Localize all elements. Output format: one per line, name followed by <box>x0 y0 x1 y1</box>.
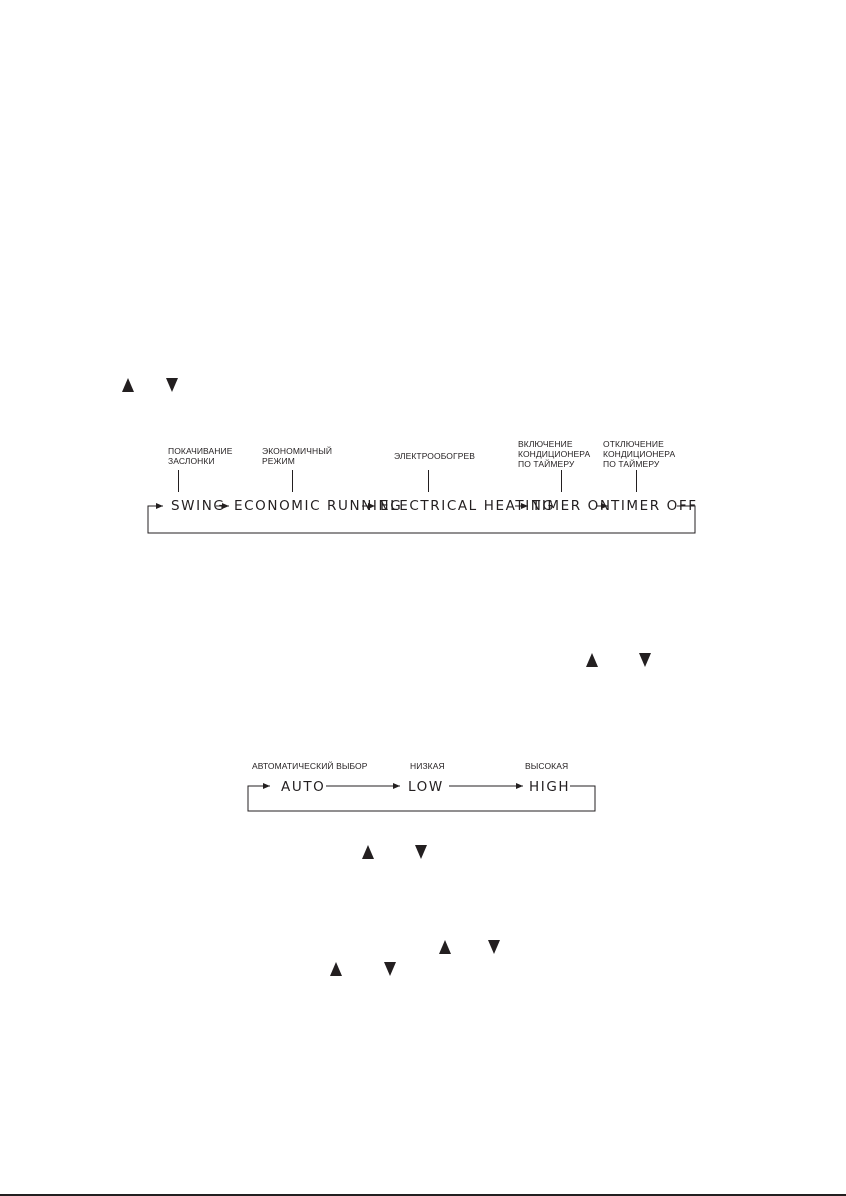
label-timer-off: TIMER OFF <box>611 498 698 514</box>
label-electrical-heating: ELECTRICAL HEATING <box>380 498 555 514</box>
caption-low: НИЗКАЯ <box>410 761 445 771</box>
label-low: LOW <box>408 779 444 795</box>
label-timer-on: TIMER ON <box>532 498 612 514</box>
caption-timer-on: ВКЛЮЧЕНИЕ КОНДИЦИОНЕРА ПО ТАЙМЕРУ <box>518 439 591 469</box>
up-triangle-icon <box>362 845 374 859</box>
down-triangle-icon <box>415 845 427 859</box>
label-auto: AUTO <box>281 779 326 795</box>
up-triangle-icon <box>330 962 342 976</box>
down-triangle-icon <box>384 962 396 976</box>
label-swing: SWING <box>171 498 226 514</box>
caption-swing: ПОКАЧИВАНИЕ ЗАСЛОНКИ <box>168 446 233 466</box>
caption-timer-off: ОТКЛЮЧЕНИЕ КОНДИЦИОНЕРА ПО ТАЙМЕРУ <box>603 439 676 469</box>
caption-economic: ЭКОНОМИЧНЫЙ РЕЖИМ <box>262 446 333 466</box>
down-triangle-icon <box>488 940 500 954</box>
caption-heating: ЭЛЕКТРООБОГРЕВ <box>394 451 476 461</box>
caption-high: ВЫСОКАЯ <box>525 761 569 771</box>
label-high: HIGH <box>529 779 571 795</box>
caption-auto: АВТОМАТИЧЕСКИЙ ВЫБОР <box>252 761 368 771</box>
up-triangle-icon <box>439 940 451 954</box>
label-economic-running: ECONOMIC RUNNING <box>234 498 403 514</box>
